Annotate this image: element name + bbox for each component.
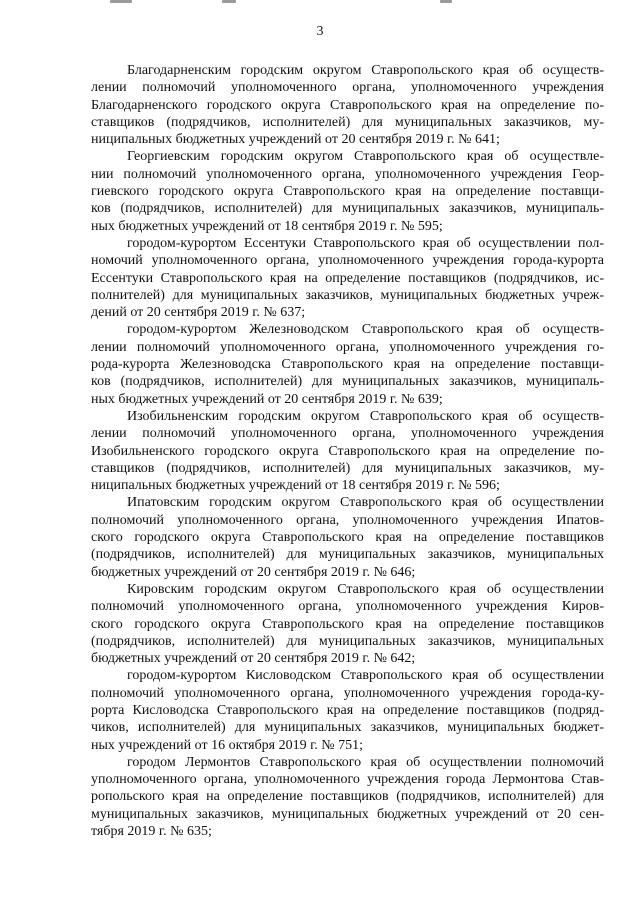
text-line: рода-курорта Железноводска Ставропольского края на определение поставщи-	[91, 357, 604, 373]
text-line: ниципальных бюджетных учреждений от 18 сентября 2019 г. № 596;	[91, 478, 500, 494]
text-line: (подрядчиков, исполнителей) для муниципальных заказчиков, муниципальных	[91, 633, 604, 649]
text-line: бюджетных учреждений от 20 сентября 2019 г. № 646;	[91, 564, 416, 580]
text-line: ных бюджетных учреждений от 20 сентября 2019 г. № 639;	[91, 391, 443, 407]
text-line: ропольского края на определение поставщиков (подрядчиков, исполнителей) для	[91, 789, 604, 805]
paragraph	[91, 148, 604, 234]
text-line: Изобильненским городским округом Ставропольского края об осуществ-	[127, 408, 604, 424]
text-line: (подрядчиков, исполнителей) для муниципальных заказчиков, муниципальных	[91, 547, 604, 563]
text-line: Изобильненского городского округа Ставропольского края на определение по-	[91, 443, 604, 459]
text-line: гиевского городского округа Ставропольского края на определение поставщи-	[91, 184, 604, 200]
text-line: городом-курортом Кисловодском Ставропольского края об осуществлении	[127, 668, 604, 684]
text-line: ков (подрядчиков, исполнителей) для муниципальных заказчиков, муниципаль-	[91, 374, 604, 390]
paragraph	[91, 754, 604, 840]
text-line: тября 2019 г. № 635;	[91, 824, 212, 840]
text-line: Благодарненским городским округом Ставропольского края об осуществ-	[127, 63, 604, 78]
text-line: дений от 20 сентября 2019 г. № 637;	[91, 305, 306, 321]
text-line: уполномоченного органа, уполномоченного учреждения города Лермонтова Став-	[91, 772, 604, 788]
text-line: ставщиков (подрядчиков, исполнителей) для муниципальных заказчиков, му-	[91, 114, 604, 130]
text-line: лении полномочий уполномоченного органа, уполномоченного учреждения го-	[91, 339, 604, 355]
scan-mark	[440, 0, 452, 3]
scan-mark	[110, 0, 132, 3]
text-line: рорта Кисловодска Ставропольского края на определение поставщиков (подряд-	[91, 702, 604, 718]
text-line: ных учреждений от 16 октября 2019 г. № 751;	[91, 737, 364, 753]
text-line: Кировским городским округом Ставропольского края об осуществлении	[127, 581, 604, 597]
text-line: Ессентуки Ставропольского края на определение поставщиков (подрядчиков, ис-	[91, 270, 604, 286]
scan-mark	[222, 0, 236, 3]
text-line: городом-курортом Железноводском Ставропольского края об осуществ-	[127, 322, 604, 338]
paragraph	[91, 408, 604, 494]
text-line: ков (подрядчиков, исполнителей) для муниципальных заказчиков, муниципаль-	[91, 201, 604, 217]
text-line: чиков, исполнителей) для муниципальных заказчиков, муниципальных бюджет-	[91, 720, 604, 736]
text-line: полномочий уполномоченного органа, уполномоченного учреждения Ипатов-	[91, 512, 604, 528]
document-body	[91, 62, 604, 840]
text-line: ных бюджетных учреждений от 18 сентября 2019 г. № 595;	[91, 218, 443, 234]
text-line: полномочий уполномоченного органа, уполномоченного учреждения Киров-	[91, 599, 604, 615]
text-line: Благодарненского городского округа Ставропольского края на определение по-	[91, 97, 604, 113]
text-line: муниципальных заказчиков, муниципальных бюджетных учреждений от 20 сен-	[91, 806, 604, 822]
scan-edge-marks	[0, 0, 640, 6]
text-line: Георгиевским городским округом Ставропольского края об осуществле-	[127, 149, 604, 165]
text-line: нии полномочий уполномоченного органа, уполномоченного учреждения Геор-	[91, 166, 604, 182]
paragraph	[91, 667, 604, 753]
paragraph	[91, 321, 604, 407]
text-line: Ипатовским городским округом Ставропольского края об осуществлении	[127, 495, 604, 511]
text-line: лении полномочий уполномоченного органа, уполномоченного учреждения	[91, 426, 604, 442]
text-line: полномочий уполномоченного органа, уполномоченного учреждения города-ку-	[91, 685, 604, 701]
paragraph	[91, 62, 604, 148]
text-line: городом-курортом Ессентуки Ставропольского края об осуществлении пол-	[127, 235, 604, 251]
page-number: 3	[316, 24, 324, 39]
paragraph	[91, 235, 604, 321]
text-line: бюджетных учреждений от 20 сентября 2019 г. № 642;	[91, 651, 416, 667]
text-line: городом Лермонтов Ставропольского края об осуществлении полномочий	[127, 754, 604, 770]
paragraph	[91, 494, 604, 580]
text-line: ского городского округа Ставропольского края на определение поставщиков	[91, 530, 604, 546]
text-line: ставщиков (подрядчиков, исполнителей) для муниципальных заказчиков, му-	[91, 460, 604, 476]
text-line: полнителей) для муниципальных заказчиков, муниципальных бюджетных учреж-	[91, 287, 604, 303]
text-line: ского городского округа Ставропольского края на определение поставщиков	[91, 616, 604, 632]
text-line: ниципальных бюджетных учреждений от 20 сентября 2019 г. № 641;	[91, 132, 500, 148]
text-line: номочий уполномоченного органа, уполномоченного учреждения города-курорта	[91, 253, 604, 269]
paragraph	[91, 581, 604, 667]
text-line: лении полномочий уполномоченного органа, уполномоченного учреждения	[91, 80, 604, 96]
